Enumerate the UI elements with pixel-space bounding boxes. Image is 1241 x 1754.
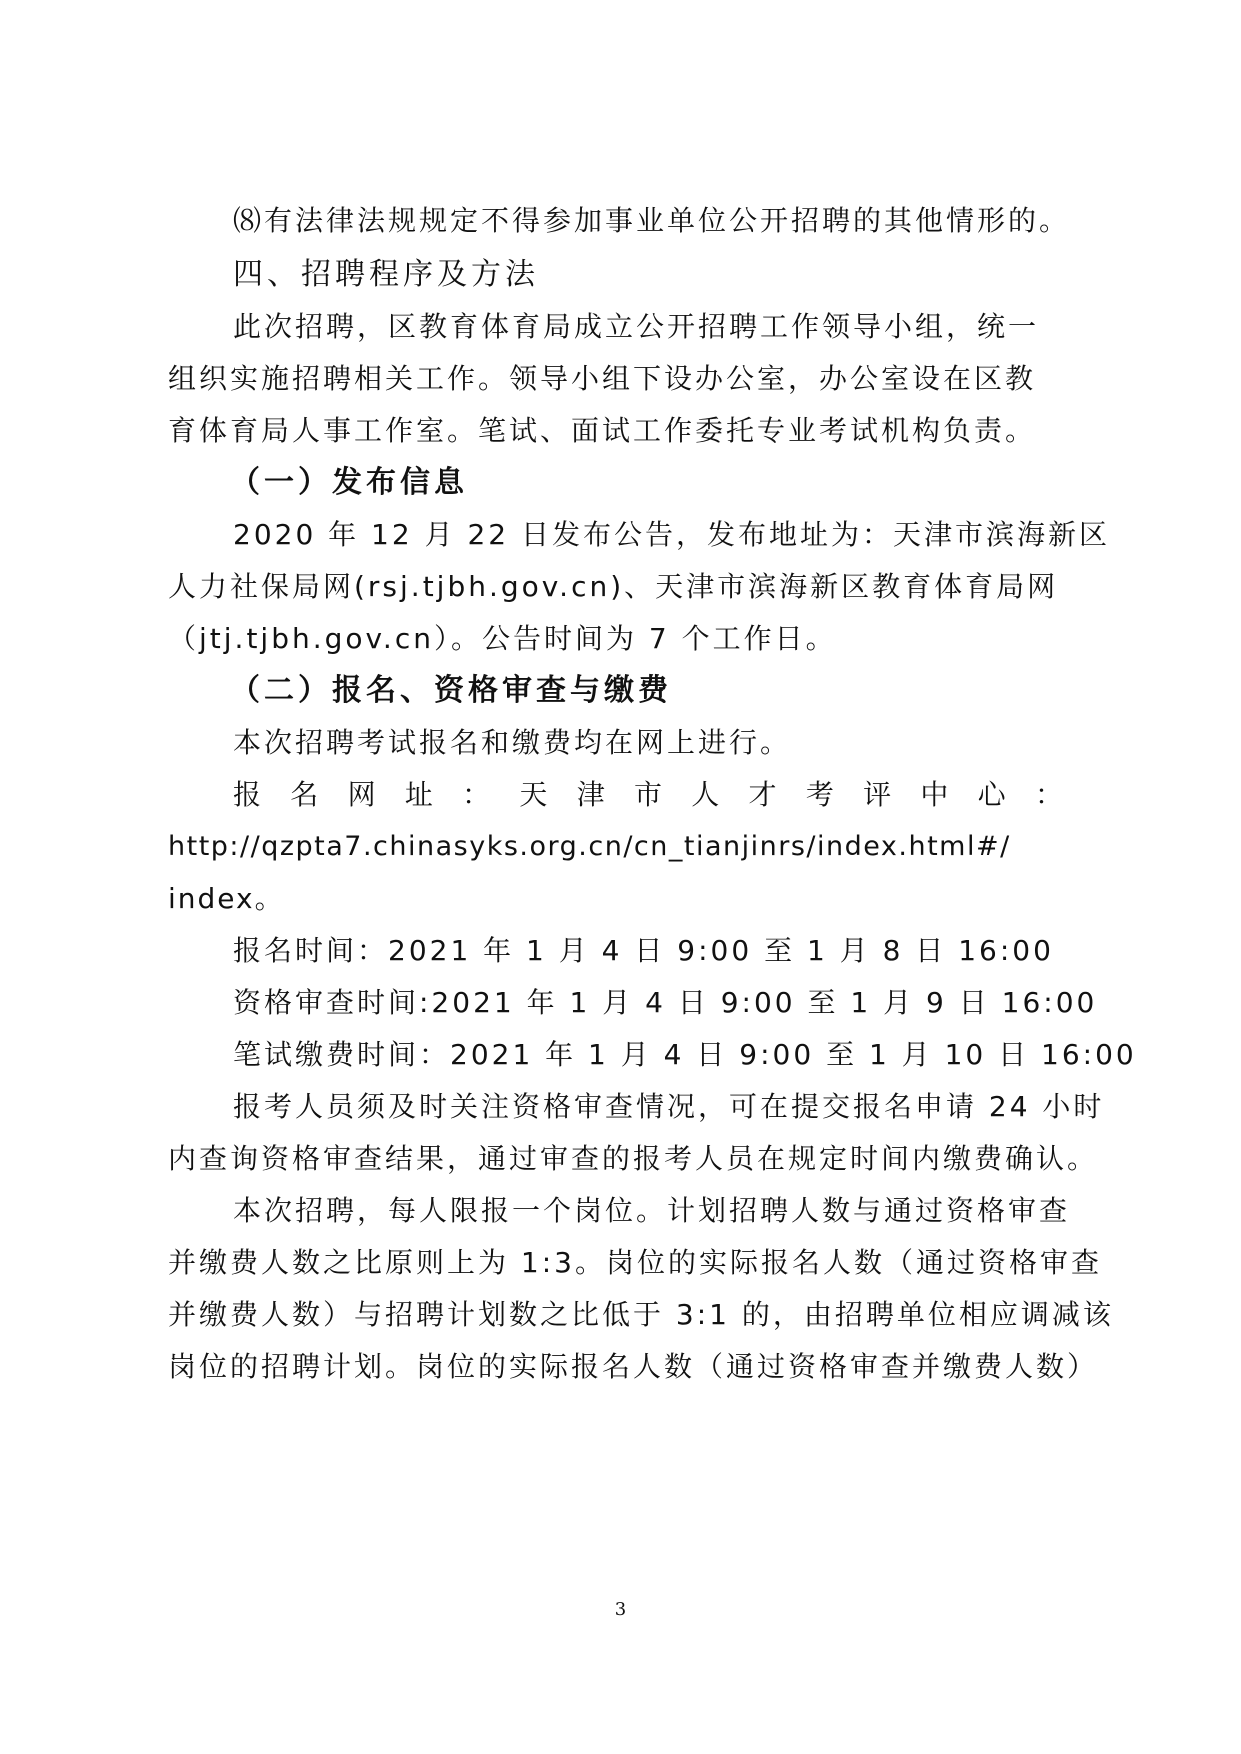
label-char: ： xyxy=(462,778,491,811)
label-char: ： xyxy=(1034,778,1063,811)
paragraph-line: 本次招聘，每人限报一个岗位。计划招聘人数与通过资格审查 xyxy=(233,1194,1071,1227)
signup-url-end: index。 xyxy=(168,882,285,915)
paragraph-line: 此次招聘，区教育体育局成立公开招聘工作领导小组，统一 xyxy=(233,310,1040,343)
label-char: 网 xyxy=(347,778,376,811)
label-char: 中 xyxy=(920,778,949,811)
subheading-publish-info: （一）发布信息 xyxy=(230,465,468,500)
signup-address-label xyxy=(233,774,1063,816)
label-char: 心 xyxy=(977,778,1006,811)
label-char: 天 xyxy=(519,778,548,811)
label-char: 才 xyxy=(748,778,777,811)
section-heading-procedure: 四、招聘程序及方法 xyxy=(233,257,539,292)
paragraph-line: （jtj.tjbh.gov.cn）。公告时间为 7 个工作日。 xyxy=(168,622,837,655)
signup-url: http://qzpta7.chinasyks.org.cn/cn_tianjinrs/index.html#/ xyxy=(168,831,1011,862)
label-char: 考 xyxy=(805,778,834,811)
signup-time: 报名时间：2021 年 1 月 4 日 9:00 至 1 月 8 日 16:00 xyxy=(233,934,1054,967)
label-char: 人 xyxy=(691,778,720,811)
paragraph-line: 本次招聘考试报名和缴费均在网上进行。 xyxy=(233,726,792,759)
label-char: 评 xyxy=(863,778,892,811)
paragraph-line: 组织实施招聘相关工作。领导小组下设办公室，办公室设在区教 xyxy=(168,362,1037,395)
review-time: 资格审查时间:2021 年 1 月 4 日 9:00 至 1 月 9 日 16:00 xyxy=(233,986,1098,1019)
label-char: 名 xyxy=(290,778,319,811)
paragraph-line: 并缴费人数）与招聘计划数之比低于 3:1 的，由招聘单位相应调减该 xyxy=(168,1298,1114,1331)
page-number: 3 xyxy=(614,1599,627,1620)
paragraph-item-8: ⑻有法律法规规定不得参加事业单位公开招聘的其他情形的。 xyxy=(233,204,1071,237)
paragraph-line: 并缴费人数之比原则上为 1:3。岗位的实际报名人数（通过资格审查 xyxy=(168,1246,1102,1279)
paragraph-line: 育体育局人事工作室。笔试、面试工作委托专业考试机构负责。 xyxy=(168,414,1037,447)
paragraph-line: 岗位的招聘计划。岗位的实际报名人数（通过资格审查并缴费人数） xyxy=(168,1350,1099,1383)
subheading-registration: （二）报名、资格审查与缴费 xyxy=(230,673,672,708)
label-char: 津 xyxy=(576,778,605,811)
paragraph-line: 人力社保局网(rsj.tjbh.gov.cn)、天津市滨海新区教育体育局网 xyxy=(168,570,1059,603)
paragraph-line: 报考人员须及时关注资格审查情况，可在提交报名申请 24 小时 xyxy=(233,1090,1105,1123)
label-char: 址 xyxy=(404,778,433,811)
label-char: 市 xyxy=(633,778,662,811)
paragraph-line: 2020 年 12 月 22 日发布公告，发布地址为：天津市滨海新区 xyxy=(233,518,1111,551)
label-char: 报 xyxy=(233,778,262,811)
payment-time: 笔试缴费时间：2021 年 1 月 4 日 9:00 至 1 月 10 日 16:00 xyxy=(233,1038,1137,1071)
paragraph-line: 内查询资格审查结果，通过审查的报考人员在规定时间内缴费确认。 xyxy=(168,1142,1099,1175)
